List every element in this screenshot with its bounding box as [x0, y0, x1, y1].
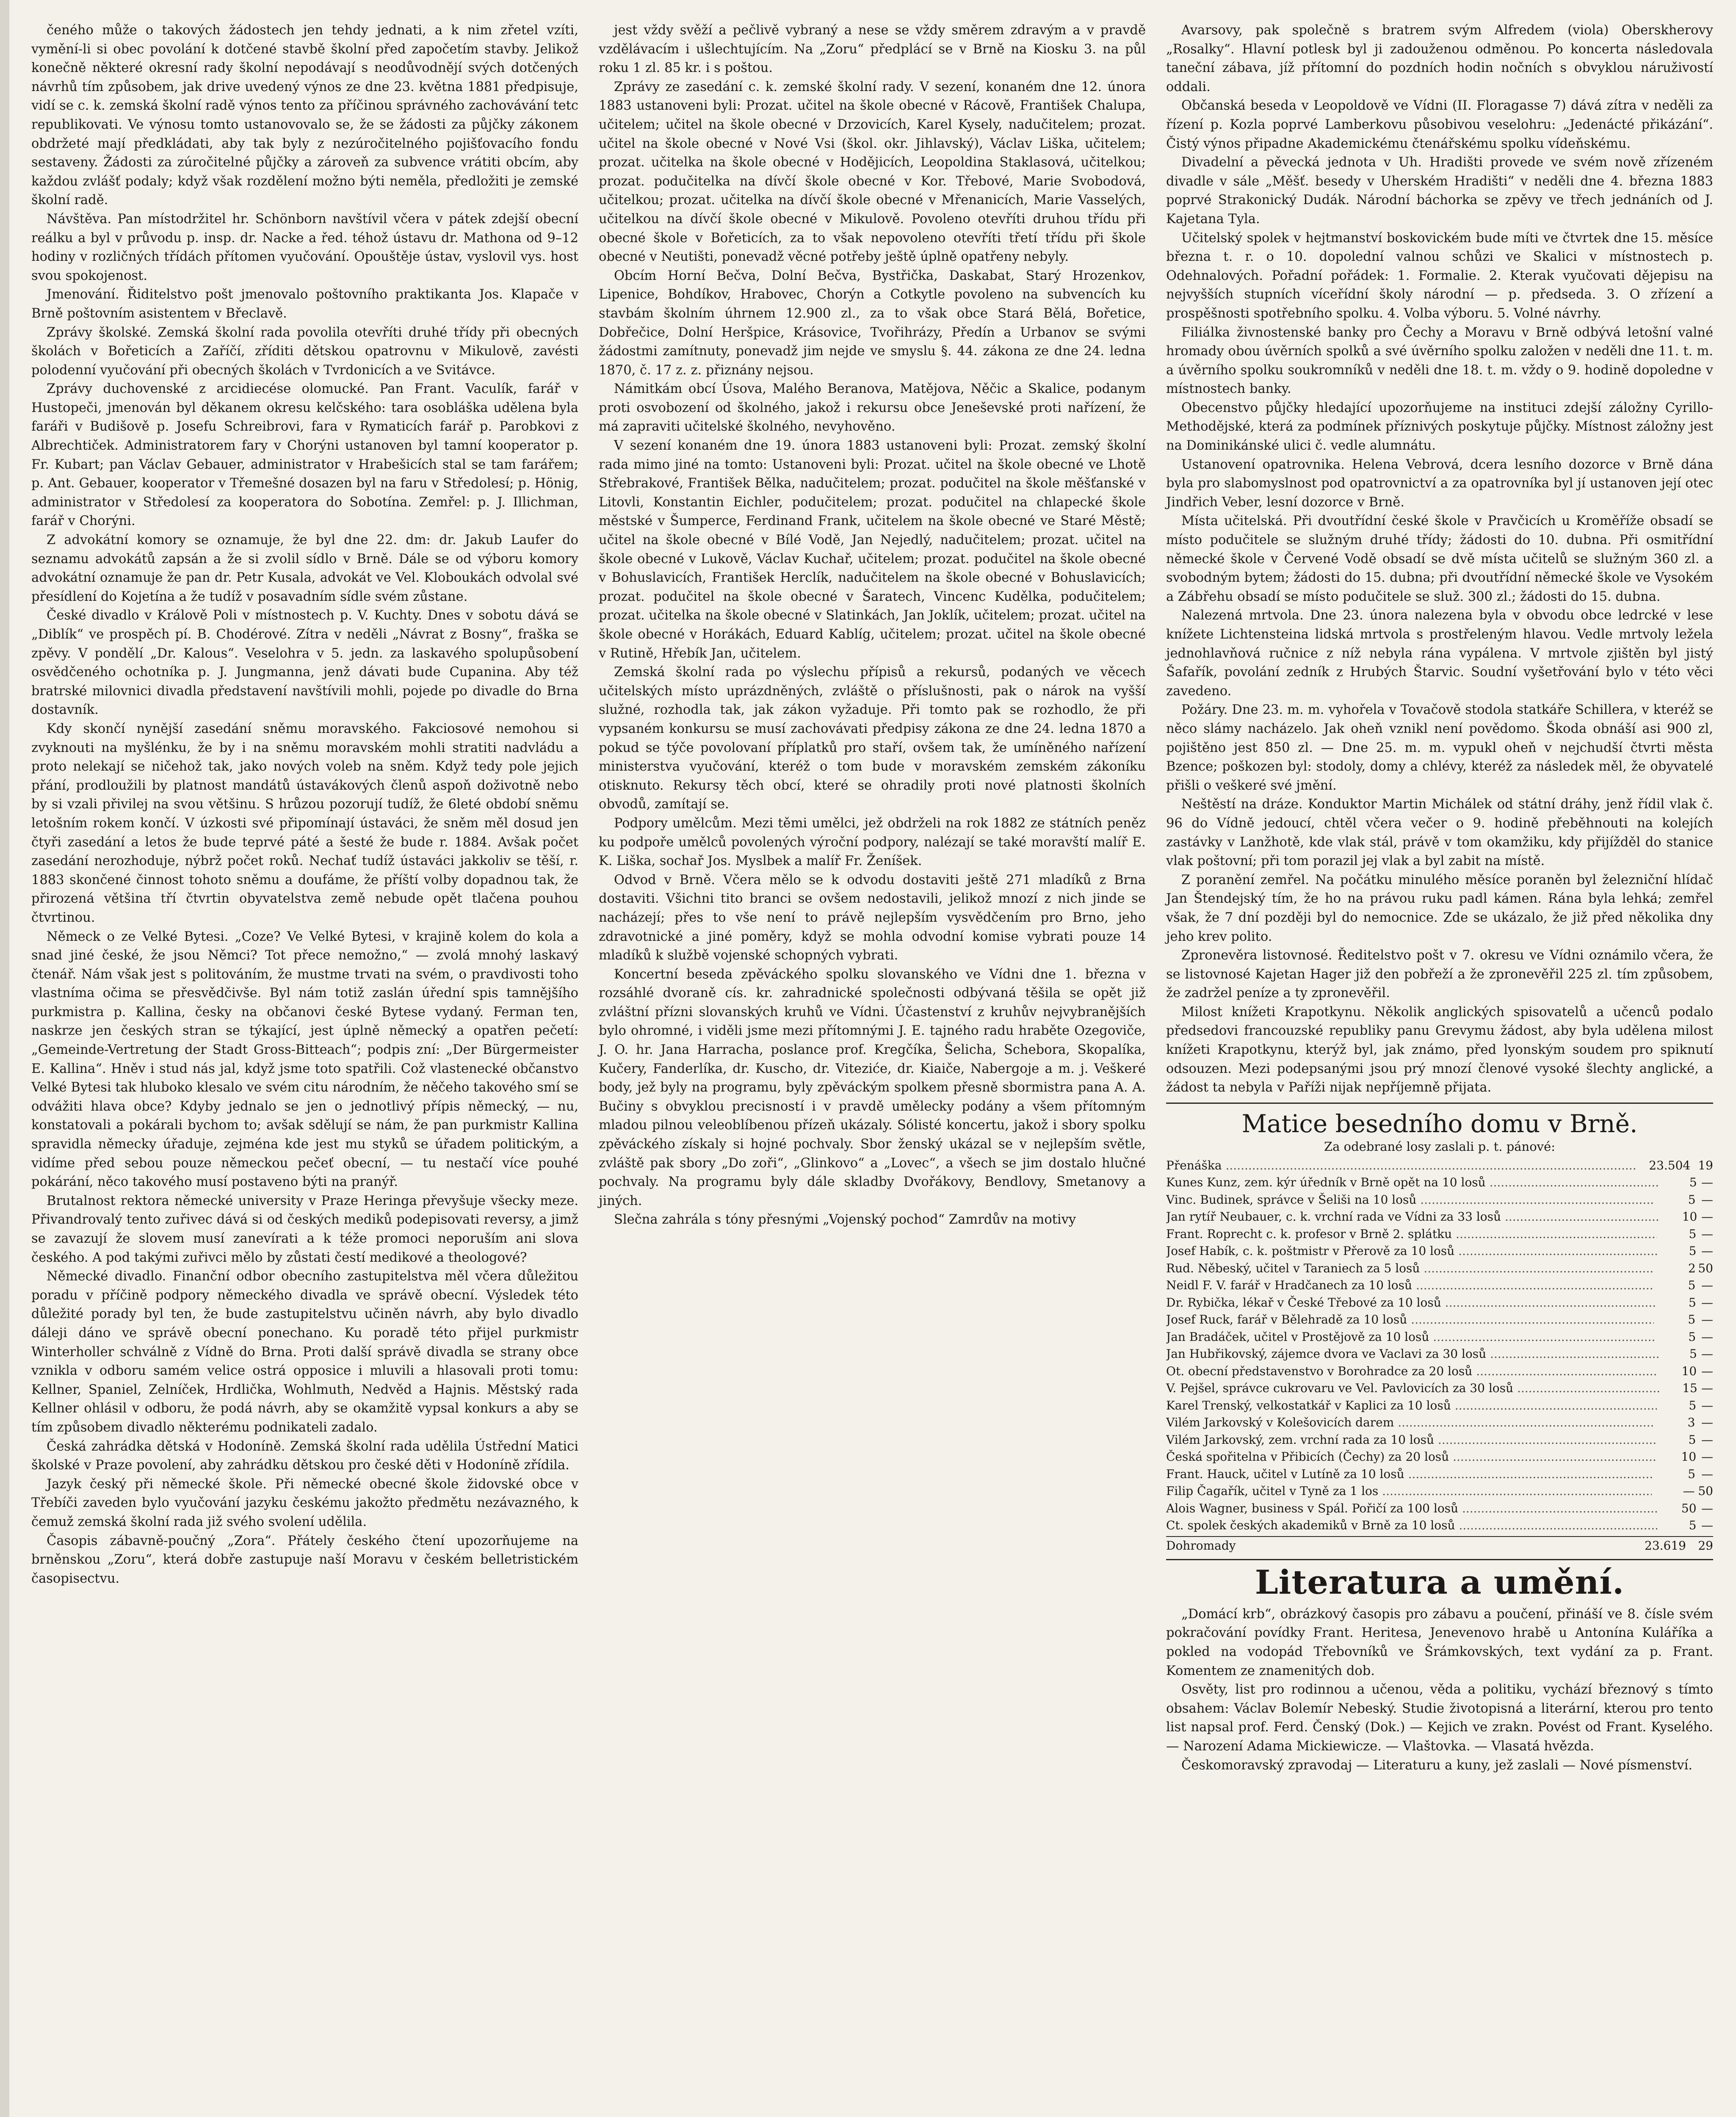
donation-row	[1166, 1466, 1713, 1483]
donation-row	[1166, 1294, 1713, 1312]
article-paragraph: Odvod v Brně. Včera mělo se k odvodu dostaviti ještě 271 mladíků z Brna dostaviti. Všichni tito branci se ovšem nedostavili, jelikož mnozí z nich jinde se nacházejí; přes to vše není to právě nejlepším vysvědčením pro Brno, jeho zdravotnické a jiné poměry, když se mohla odvodní komise vybrati pouze 14 mladíků k službě vojenské schopných vybrati.	[599, 872, 1146, 963]
donor-name: Filip Čagařík, učitel v Tyně za 1 los .....	[1166, 1483, 1652, 1500]
donation-kr: —	[1701, 1227, 1713, 1241]
article-paragraph: Časopis zábavně-poučný „Zora“. Přátely českého čtení upozorňujeme na brněnskou „Zoru“, která dobře zastupuje naší Moravu v českém belletristickém časopisectvu.	[31, 1533, 578, 1586]
donation-row	[1166, 1226, 1713, 1243]
article-paragraph: Námitkám obcí Úsova, Malého Beranova, Matějova, Něčic a Skalice, podanym proti osvobození od školného, jakož i rekursu obce Jeneševské proti nařízení, že má zapraviti učitelské školného, nevyhověno.	[599, 381, 1146, 434]
article-paragraph: Z advokátní komory se oznamuje, že byl dne 22. dm: dr. Jakub Laufer do seznamu advokátů zapsán a že si zvolil sídlo v Brně. Dále se od výboru komory advokátní oznamuje že pan dr. Petr Kusala, advokát ve Vel. Kloboukách odvolal své přesídlení do Kojetína a že tudíž v posavadním sídle svém zůstane.	[31, 533, 578, 604]
article-paragraph: Kdy skončí nynější zasedání sněmu moravského. Fakciosové nemohou si zvyknouti na myšlénku, že by i na sněmu moravském mohli stratiti nadvládu a proto nelekají se ničehož tak, jako nových voleb na sněm. Když tedy pole jejich přání, prodloužili by platnost mandátů ústavákových členů aspoň doživotně nebo by si vzali přivilej na svou většinu. S hrůzou pozorují tudíž, že 6leté období sněmu letošním rokem končí. V úzkosti své připomínají ústaváci, že sněm měl dosud jen čtyři zasedání a letos že bude teprvé páté a šesté že bude r. 1884. Avšak počet zasedání nerozhoduje, nýbrž počet roků. Nechať tudíž ústaváci jakkoliv se těší, r. 1883 skončené činnost tohoto sněmu a doufáme, že příští volby dopadnou tak, že přirozená většina tří čtvrtin obyvatelstva země nebude opět tlačena pouhou čtvrtinou.	[31, 721, 578, 925]
donation-row	[1166, 1174, 1713, 1191]
literature-section-title: Literatura a umění.	[1255, 1563, 1625, 1602]
donation-carry-row	[1166, 1157, 1713, 1175]
article-paragraph: Zpronevěra listovnosé. Ředitelstvo pošt v 7. okresu ve Vídni oznámilo včera, že se listovnosé Kajetan Hager již den pobřeží a že zpronevěřil 225 zl. tím způsobem, že zadržel peníze a ty zpronevěřil.	[1166, 948, 1713, 1001]
article-paragraph: Jazyk český při německé škole. Při německé obecné škole židovské obce v Třebíči zaveden bylo vyučování jazyku českému jakožto předmětu nezávazného, k čemuž zemská školní rada již svého svolení udělila.	[31, 1476, 578, 1529]
article-paragraph: Místa učitelská. Při dvoutřídní české škole v Pravčicích u Kroměříže obsadí se místo podučitele se služným druhé třídy; žádosti do 10. dubna. Při osmitřídní německé škole v Červené Vodě obsadí se dvě místa učitelů se služným 360 zl. a svobodným bytem; žádosti do 15. dubna; při dvoutřídní německé škole ve Vysokém a Zábřehu obsadí se místo podučitele se služ. 300 zl.; žádosti do 15. dubna.	[1166, 514, 1713, 604]
donation-kr: —	[1701, 1295, 1713, 1310]
section-rule	[1166, 1559, 1713, 1560]
donor-name: V. Pejšel, správce cukrovaru ve Vel. Pavlovicích za 30 losů .....	[1166, 1380, 1661, 1397]
donation-row	[1166, 1277, 1713, 1294]
article-paragraph: Požáry. Dne 23. m. m. vyhořela v Tovačově stodola statkáře Schillera, v kteréž se něco slámy nacházelo. Jak oheň vznikl není povědomo. Škoda obnáší asi 900 zl, pojištěno jest 850 zl. — Dne 25. m. m. vypukl oheň v nejchudší čtvrti města Bzence; poškozen byl: stodoly, domy a chlévy, kteréž za následek měl, že obyvatelé přišli o veškeré své jmění.	[1166, 702, 1713, 793]
donation-row	[1166, 1517, 1713, 1534]
donor-name: Dr. Rybička, lékař v České Třebové za 10 losů .....	[1166, 1294, 1656, 1312]
donor-name: Ot. obecní představenstvo v Borohradce za 20 losů .....	[1166, 1363, 1658, 1380]
donor-name: Frant. Hauck, učitel v Lutíně za 10 losů .....	[1166, 1466, 1654, 1483]
article-paragraph: Milost knížeti Krapotkynu. Několik anglických spisovatelů a učenců podalo předsedovi francouzské republiky panu Grevymu žádost, aby byla udělena milost knížeti Krapotkynu, kterýž byl, jak známo, před lyonským soudem pro spiknutí odsouzen. Mezi podepsanými jsou prý mnozí členové vysoké šlechty anglické, a žádost ta nebyla v Paříži nijak nepříjemně přijata.	[1166, 1004, 1713, 1095]
donation-zl: 5	[1689, 1244, 1697, 1258]
donation-zl: 2	[1688, 1261, 1696, 1275]
article-paragraph: Návštěva. Pan místodržitel hr. Schönborn navštívil včera v pátek zdejší obecní reálku a byl v průvodu p. insp. dr. Nacke a řed. téhož ústavu dr. Mathona od 9–12 hodiny v rozličných třídách přítomen vyučování. Opouštěje ústav, vyslovil vys. host svou spokojenost.	[31, 211, 578, 283]
article-paragraph: Podpory umělcům. Mezi těmi umělci, jež obdrželi na rok 1882 ze státních peněz ku podpoře umělců povolených výroční podpory, nalézají se také moravští malíř E. K. Liška, sochař Jos. Myslbek a malíř Fr. Ženíšek.	[599, 815, 1146, 869]
article-paragraph: Divadelní a pěvecká jednota v Uh. Hradišti provede ve svém nově zřízeném divadle v sále „Měšť. besedy v Uherském Hradišti“ v neděli dne 4. března 1883 poprvé Strakonický Dudák. Národní báchorka se zpěvy ve třech jednáních od J. Kajetana Tyla.	[1166, 155, 1713, 227]
donation-zl: 5	[1689, 1175, 1697, 1190]
donation-kr: —	[1701, 1415, 1713, 1430]
article-paragraph: čeného může o takových žádostech jen tehdy jednati, a k nim zřetel vzíti, vymění-li si obec povolání k dotčené stavbě školní před započetím stavby. Jelikož konečně některé okresní rady školní nepodávají s neodůvodnějí svých dotčených návrhů tím způsobem, jak drive uvedený výnos ze dne 23. května 1881 předpisuje, vidí se c. k. zemská školní radě výnos tento za příčinou správného zachovávání tetc republikovati. Ve výnosu tomto ustanovovalo se, že se žádosti za půjčky zákonem obdržeté mají předkládati, aby tak byly z nezúročitelného pojišťovacího fondu sestaveny. Žádosti za zúročitelné půjčky a zároveň za subvence vrátiti obcím, aby každou zvlášť podaly; když však rozdělení možno býti neměla, předložiti je zemské školní radě.	[31, 23, 578, 208]
donation-kr: —	[1701, 1518, 1713, 1533]
donor-name: Jan rytíř Neubauer, c. k. vrchní rada ve Vídni za 33 losů .....	[1166, 1208, 1660, 1226]
donor-name: Vilém Jarkovský, zem. vrchní rada za 10 losů .....	[1166, 1432, 1656, 1449]
column-2	[593, 21, 1152, 2117]
article-paragraph: Ustanovení opatrovnika. Helena Vebrová, dcera lesního dozorce v Brně dána byla pro slabomyslnost pod opatrovnictví a za opatrovníka byl jí ustanoven její otec Jindřich Veber, lesní dozorce v Brně.	[1166, 457, 1713, 510]
donation-list-subtitle: Za odebrané losy zaslali p. t. pánové:	[1324, 1139, 1555, 1154]
donation-zl: 5	[1689, 1518, 1697, 1533]
page-binding-edge	[0, 0, 9, 2117]
donation-kr: —	[1701, 1398, 1713, 1412]
column-1	[25, 21, 584, 2117]
article-paragraph: Jmenování. Řiditelstvo pošt jmenovalo poštovního praktikanta Jos. Klapače v Brně poštovním asistentem v Břeclavě.	[31, 287, 578, 321]
donor-name: Vilém Jarkovský v Kolešovicích darem .....	[1166, 1414, 1653, 1432]
donation-zl: 5	[1689, 1227, 1697, 1241]
donation-row	[1166, 1260, 1713, 1277]
donation-zl: 10	[1681, 1450, 1697, 1464]
article-paragraph: Zemská školní rada po výslechu přípisů a rekursů, podaných ve věcech učitelských místo uprázdněných, zvláště o příslušnosti, pak o nárok na vyšší služné, rozhodla tak, jak zákon vyžaduje. Při tomto pak se rozhodlo, že při vypsaném konkursu se musí zachovávati předpisy zákona ze dne 24. ledna 1870 a pokud se týče povolovaní příplatků pro staří, ovšem tak, že umíněného nařízení ministerstva vyučování, kteréž o tom bude v moravském zemském zákoníku otisknuto. Rekursy těch obcí, které se ohradily proti nové platnosti školních obvodů, zamítají se.	[599, 665, 1146, 812]
donor-name: Vinc. Budinek, správce v Šeliši na 10 losů .....	[1166, 1191, 1655, 1209]
article-paragraph: Koncertní beseda zpěváckého spolku slovanského ve Vídni dne 1. března v rozsáhlé dvoraně cís. kr. zahradnické společnosti odbývaná těšila se opět již zvláštní přízni slovanských kruhů ve Vídni. Účastenství z kruhův nejvybranějších bylo ohromné, i viděli jsme mezi přítomnými J. E. tajného radu hraběte Ozegoviče, J. O. hr. Jana Harracha, poslance prof. Kregčíka, Šelicha, Schebora, Skopalíka, Kučery, Fanderlíka, dr. Kuscho, dr. Viteziće, dr. Kiaiče, Nabergoje a m. j. Veškeré body, jež byly na programu, byly zpěváckým spolkem přesně sbormistra pana A. A. Bučiny s obvyklou precisností i v pravdě umělecky podány a všem přítomným mladou pilnou veleoblíbenou přízeň ukázaly. Sólisté koncertu, jakož i sbory spolku zpěváckého získaly si hojné pochvaly. Sbor ženský ukázal se v nejlepším světle, zvláště pak sbory „Do zoři“, „Glinkovo“ a „Lovec“, a všech se jim dostalo hlučné pochvaly. Na programu byly dále skladby Dvořákovy, Bendlovy, Smetanovy a jiných.	[599, 967, 1146, 1208]
carry-zl: 23.504	[1649, 1158, 1691, 1172]
article-paragraph: Avarsovy, pak společně s bratrem svým Alfredem (viola) Oberskherovy „Rosalky“. Hlavní potlesk byl ji zadouženou odměnou. Po koncerta následovala taneční zábava, jíž přítomní do pozdních hodin nočních s obvyklou náruživostí oddali.	[1166, 23, 1713, 94]
article-paragraph: Občanská beseda v Leopoldově ve Vídni (II. Floragasse 7) dává zítra v neděli za řízení p. Kozla poprvé Lamberkovu působivou veselohru: „Jedenácté přikázání“. Čistý výnos připadne Akademickému čtenářskému spolku vídeňskému.	[1166, 98, 1713, 151]
article-paragraph: Nalezená mrtvola. Dne 23. února nalezena byla v obvodu obce ledrcké v lese knížete Lichtensteina lidská mrtvola s prostřeleným hlavou. Vedle mrtvoly ležela jednohlavňová ručnice z níž nebyla rána vypálena. V mrtvole zjištěn byl jistý Šafařík, povolání zedník z Hrubých Štarvic. Soudní vyšetřování bylo v této věci zavedeno.	[1166, 608, 1713, 699]
donor-name: Alois Wagner, business v Spál. Pořičí za 100 losů .....	[1166, 1500, 1657, 1517]
donation-kr: —	[1701, 1467, 1713, 1481]
donation-zl: 5	[1688, 1329, 1696, 1344]
donation-zl: 5	[1688, 1192, 1696, 1207]
donation-kr: —	[1701, 1278, 1713, 1293]
donation-row	[1166, 1243, 1713, 1260]
carry-label: Přenáška .....	[1166, 1157, 1637, 1175]
donation-kr: —	[1701, 1364, 1713, 1378]
donation-row	[1166, 1448, 1713, 1466]
donation-zl: 5	[1688, 1467, 1696, 1481]
literature-paragraph: Osvěty, list pro rodinnou a učenou, věda a politiku, vychází březnový s tímto obsahem: Václav Bolemír Nebeský. Studie životopisná a literární, kterou pro tento list napsal prof. Ferd. Čenský (Dok.) — Kejich ve zrakn. Povést od Frant. Kyselého. — Narození Adama Mickiewicze. — Vlaštovka. — Vlasatá hvězda.	[1166, 1682, 1713, 1754]
donation-zl: 5	[1688, 1432, 1696, 1447]
donation-rows	[1166, 1174, 1713, 1534]
donor-name: Neidl F. V. farář v Hradčanech za 10 losů .....	[1166, 1277, 1654, 1294]
donation-row	[1166, 1500, 1713, 1517]
donation-kr: —	[1701, 1450, 1714, 1464]
carry-kr: 19	[1698, 1158, 1713, 1172]
article-paragraph: Neštěstí na dráze. Konduktor Martin Michálek od státní dráhy, jenž řídil vlak č. 96 do Vídně jedoucí, chtěl včera večer o 9. hodině přeběhnouti na kolejích zastávky v Lanžhotě, kde vlak stál, právě v tom okamžiku, kdy přijížděl do stanice vlak poštovní; při tom porazil jej vlak a byl zabit na místě.	[1166, 797, 1713, 869]
donation-zl: 5	[1688, 1313, 1696, 1327]
donation-zl: 5	[1689, 1398, 1697, 1412]
donation-row	[1166, 1397, 1713, 1415]
article-paragraph: Zprávy školské. Zemská školní rada povolila otevříti druhé třídy při obecných školách v Bořeticích a Zaříčí, zříditi dětskou opatrovnu v Mikulově, zavésti polodenní vyučování při obecných školách v Tvrdonicích a ve Svitávce.	[31, 325, 578, 378]
donor-name: Jan Hubřikovský, zájemce dvora ve Vaclavi za 30 losů .....	[1166, 1346, 1659, 1363]
donation-kr: —	[1701, 1347, 1713, 1361]
article-paragraph: Obecenstvo půjčky hledající upozorňujeme na instituci zdejší záložny Cyrillo-Methodějské, která za podmínek příznivých poskytuje půjčky. Místnost záložny jest na Dominikánské ulici č. vedle alumnátu.	[1166, 400, 1713, 453]
donation-row	[1166, 1414, 1713, 1432]
donation-row	[1166, 1208, 1713, 1226]
article-paragraph: Filiálka živnostenské banky pro Čechy a Moravu v Brně odbývá letošní valné hromady obou úvěrních spolků a své úvěrního spolku založen v neděli dne 11. t. m. a úvěrního spolku soukromníků v neděli dne 18. t. m. vždy o 9. hodině dopoledne v místnostech banky.	[1166, 325, 1713, 397]
donation-row	[1166, 1346, 1713, 1363]
donation-zl: —	[1683, 1484, 1695, 1498]
article-paragraph: Německ o ze Velké Bytesi. „Coze? Ve Velké Bytesi, v krajině kolem do kola a snad jiné české, že jsou Němci? Tot přece nemožno,“ — zvolá mnohý laskavý čtenář. Nám však jest s politováním, že mustme trvati na svém, o pravdivosti toho vlastníma očima se přesvědčivše. Byl nám totiž zaslán úřední spis tamnějšího purkmistra p. Kallina, česky na občanovi české Bytese vydaný. Ferman ten, naskrze jen českých stran se týkající, jest úplně německý a opatřen pečetí: „Gemeinde-Vertretung der Stadt Gross-Bitteach“; podpis zní: „Der Bürgermeister E. Kallina“. Hněv i stud nás jal, když jsme toto spatřili. Což vlastenecké občanstvo Velké Bytesi tak hluboko klesalo ve svém citu národním, že něčeho takového smí se odvážiti hlava obce? Kdyby jednalo se jen o jednotlivý přípis německý, — nu, konstatovali a pokárali bychom to; avšak sdělují se nám, že pan purkmistr Kallina spravidla německy úřaduje, zejména kde jest mu styků se úřadem politickým, a vidíme před sebou pouze německou pečeť obecní, — tu nestačí více pouhé pokárání, něco takového musí postaveno býti na pranýř.	[31, 929, 578, 1190]
article-paragraph: jest vždy svěží a pečlivě vybraný a nese se vždy směrem zdravým a v pravdě vzdělávacím i ušlechtujícím. Na „Zoru“ předplácí se v Brně na Kiosku 3. na půl roku 1 zl. 85 kr. i s poštou.	[599, 23, 1146, 76]
article-paragraph: Zprávy ze zasedání c. k. zemské školní rady. V sezení, konaném dne 12. února 1883 ustanoveni byli: Prozat. učitel na škole obecné v Rácově, František Chalupa, učitelem; učitel na škole obecné v Drzovicích, Karel Kysely, nadučitelem; prozat. učitel na škole obecné v Nové Vsi (škol. okr. Jihlavský), Václav Liška, učitelem; prozat. učitelka na škole obecné v Hodějicích, Leopoldina Staklasová, učitelkou; prozat. podučitelka na dívčí škole obecné v Kor. Třebové, Marie Svobodová, učitelkou; prozat. učitelka na dívčí škole obecné v Mřenanicích, Marie Vasselých, učitelkou na dívčí škole obecné v Mikulově. Povoleno otevříti druhou třídu při obecné škole v Bořeticích, za to však nepovoleno otevříti třetí třídu při škole obecné v Neutišti, ponevadž věcné potřeby ještě úplně opatřeny nebyly.	[599, 79, 1146, 265]
donation-list-title: Matice besedního domu v Brně.	[1241, 1109, 1638, 1138]
total-zl: 23.619	[1645, 1538, 1686, 1553]
donation-kr: —	[1701, 1210, 1713, 1224]
donor-name: Rud. Něbeský, učitel v Taraniech za 5 losů .....	[1166, 1260, 1655, 1277]
article-paragraph: České divadlo v Králově Poli v místnostech p. V. Kuchty. Dnes v sobotu dává se „Diblík“ ve prospěch pí. B. Chodérové. Zítra v neděli „Návrat z Bosny“, fraška se zpěvy. V pondělí „Dr. Kalous“. Veselohra v 5. jedn. za laskavého spolupůsobení osvědčeného ochotníka p. J. Jungmanna, jenž dávati bude Cupanina. Aby též bratrské milovnici divadla představení navštívili mohli, pojede po divadle do Brna dostavník.	[31, 608, 578, 718]
article-paragraph: Zprávy duchovenské z arcidiecése olomucké. Pan Frant. Vaculík, farář v Hustopeči, jmenován byl děkanem okresu kelčského: tara osobláška udělena byla faráři v Budišově p. Josefu Schreibrovi, fara v Rymaticích farář p. Parobkovi z Albrechtiček. Administratorem fary v Chorýni ustanoven byl tamní kooperator p. Fr. Kubart; pan Václav Gebauer, administrator v Hrabešicích stal se tam farářem; p. Ant. Gebauer, kooperator v Třemešné dosazen byl na faru v Středolesí; p. Hönig, administrator v Středolesí za kooperatora do Sobotína. Zemřel: p. J. Illichman, farář v Chorýni.	[31, 381, 578, 529]
donor-name: Kunes Kunz, zem. kýr úředník v Brně opět na 10 losů .....	[1166, 1174, 1659, 1191]
donation-kr: —	[1701, 1381, 1713, 1396]
column-3	[1160, 21, 1719, 2117]
donation-row	[1166, 1329, 1713, 1346]
donation-zl: 5	[1688, 1295, 1696, 1310]
donor-name: Frant. Roprecht c. k. profesor v Brně 2. splátku .....	[1166, 1226, 1657, 1243]
donation-zl: 5	[1688, 1278, 1696, 1293]
donation-row	[1166, 1363, 1713, 1380]
donor-name: Česká spořitelna v Přibicích (Čechy) za 20 losů .....	[1166, 1448, 1657, 1466]
donation-kr: 50	[1698, 1484, 1713, 1498]
donation-zl: 10	[1681, 1364, 1697, 1378]
donation-zl: 5	[1689, 1347, 1697, 1361]
donation-row	[1166, 1380, 1713, 1397]
article-paragraph: Česká zahrádka dětská v Hodoníně. Zemská školní rada udělila Ústřední Matici školské v Praze povolení, aby zahrádku dětskou pro české děti v Hodoníně zřídila.	[31, 1439, 578, 1473]
donation-zl: 50	[1681, 1501, 1697, 1515]
article-paragraph: Z poranění zemřel. Na počátku minulého měsíce poraněn byl železniční hlídač Jan Štendejský tím, že ho na právou ruku padl kámen. Rána byla lehká; zemřel však, že 7 dní později byl do nemocnice. Zde se ukázalo, že již před několika dny jeho krev polito.	[1166, 872, 1713, 944]
donor-name: Karel Trenský, velkostatkář v Kaplici za 10 losů .....	[1166, 1397, 1657, 1415]
donation-zl: 3	[1687, 1415, 1695, 1430]
donation-kr: —	[1701, 1175, 1713, 1190]
text-columns	[25, 21, 1714, 2117]
donation-kr: —	[1701, 1329, 1713, 1344]
donation-row	[1166, 1311, 1713, 1329]
donor-name: Jan Bradáček, učitel v Prostějově za 10 losů .....	[1166, 1329, 1656, 1346]
literature-section-body	[1166, 1605, 1713, 1775]
total-label: Dohromady	[1166, 1538, 1236, 1553]
total-kr: 29	[1698, 1538, 1713, 1553]
donation-kr: —	[1701, 1432, 1713, 1447]
donation-kr: —	[1701, 1313, 1713, 1327]
donor-name: Josef Habík, c. k. poštmistr v Přerově za 10 losů .....	[1166, 1243, 1657, 1260]
donation-kr: —	[1701, 1192, 1714, 1207]
donation-kr: —	[1701, 1501, 1713, 1515]
article-paragraph: Obcím Horní Bečva, Dolní Bečva, Bystřička, Daskabat, Starý Hrozenkov, Lipenice, Bohdíkov, Hrabovec, Chorýn a Cotkytle povoleno na subvencích ku stavbám školním úhrnem 12.900 zl., za to však obce Stará Bělá, Bořetice, Dobřečice, Dolní Heršpice, Krásovice, Tvořihrázy, Předín a Urbanov se svými žádostmi zamítnuty, ponevadž jim nejde ve smyslu §. 44. zákona ze dne 24. ledna 1870, č. 17 z. z. přiznány nejsou.	[599, 268, 1146, 378]
donation-row	[1166, 1432, 1713, 1449]
article-paragraph: Německé divadlo. Finanční odbor obecního zastupitelstva měl včera důležitou poradu v příčině podpory německého divadla ve správě obecní. Výsledek této důležité porady byl ten, že bude zastupitelstvu učiněn návrh, aby bylo divadlo dáleji dáno ve správě obecní ponechano. Ku poradě této přijel purkmistr Winterholler schválně z Vídně do Brna. Proti další správě divadla se strany obce vznikla v odboru samém velice ostrá opposice i mluvili a hlasovali proti tomu: Kellner, Spaniel, Zelníček, Hrdlička, Wohlmuth, Nedvěd a Hajnis. Městský rada Kellner ohlásil v odboru, že podá návrh, aby se okamžitě vypsal konkurs a aby se tím způsobem divadlo některému podnikateli zadalo.	[31, 1269, 578, 1435]
article-paragraph: Slečna zahrála s tóny přesnými „Vojenský pochod“ Zamrdův na motivy	[614, 1212, 1076, 1227]
donation-zl: 10	[1682, 1210, 1697, 1224]
donation-total-row	[1166, 1536, 1713, 1555]
article-paragraph: V sezení konaném dne 19. února 1883 ustanoveni byli: Prozat. zemský školní rada mimo jiné na tomto: Ustanoveni byli: Prozat. učitel na škole obecné ve Lhotě Střebrakové, František Bělka, nadučitelem; prozat. podučitel na škole měšťanské v Litovli, Konstantin Eichler, podučitelem; prozat. podučitel na chlapecké škole městské v Šumperce, Ferdinand Frank, učitelem na škole obecné ve Staré Městě; učitel na škole obecné v Bílé Vodě, Jan Nejedlý, nadučitelem; prozat. učitel na škole obecné v Lukově, Václav Kuchař, učitelem; prozat. podučitel na škole obecné v Bohuslavicích, František Herclík, nadučitelem na škole obecné v Bohuslavicích; prozat. podučitel na škole obecné v Šaratech, Vincenc Kudělka, podučitelem; prozat. učitelka na škole obecné v Slatinkách, Jan Joklík, učitelem; prozat. učitel na škole obecné v Horákách, Eduard Kablíg, učitelem; prozat. učitel na škole obecné v Rutině, Hřebík Jan, učitelem.	[599, 438, 1146, 661]
donation-row	[1166, 1191, 1713, 1209]
article-paragraph: Učitelský spolek v hejtmanství boskovickém bude míti ve čtvrtek dne 15. měsíce března t. r. o 10. dopolední valnou schůzi ve Skalici v místnostech p. Odehnalových. Pořadní pořádek: 1. Formalie. 2. Kterak vyučovati dějepisu na nejvyšších stupních víceřídní školy národní — p. předseda. 3. O zřízení a prospěšnosti spotřebního spolku. 4. Volba výboru. 5. Volné návrhy.	[1166, 230, 1713, 321]
literature-paragraph: Českomoravský zpravodaj — Literaturu a kuny, jež zaslali — Nové písmenství.	[1181, 1758, 1693, 1773]
donation-kr: —	[1701, 1244, 1713, 1258]
donation-kr: 50	[1698, 1261, 1713, 1275]
donation-list	[1166, 1103, 1713, 1555]
donor-name: Ct. spolek českých akademiků v Brně za 10 losů .....	[1166, 1517, 1657, 1534]
donation-zl: 15	[1682, 1381, 1697, 1396]
donor-name: Josef Ruck, farář v Bělehradě za 10 losů .....	[1166, 1311, 1654, 1329]
literature-paragraph: „Domácí krb“, obrázkový časopis pro zábavu a poučení, přináší ve 8. čísle svém pokračování povídky Frant. Heritesa, Jenevenovo hrabě u Antonína Kuláříka a pokled na vodopád Třebovníků ve Šrámkovských, text vydání za p. Frant. Komentem ze znamenitých dob.	[1166, 1606, 1713, 1678]
article-paragraph: Brutalnost rektora německé university v Praze Heringa převyšuje všecky meze. Přivandrovalý tento zuřivec dává si od českých mediků podepisovati reversy, a jimž se zavazují že slovem musí zanevírati a k téže promoci neporuším ani slova českého. A pod takými zuřivci mělo by zůstati čestí medikové a theologové?	[31, 1193, 578, 1265]
donation-row	[1166, 1483, 1713, 1500]
